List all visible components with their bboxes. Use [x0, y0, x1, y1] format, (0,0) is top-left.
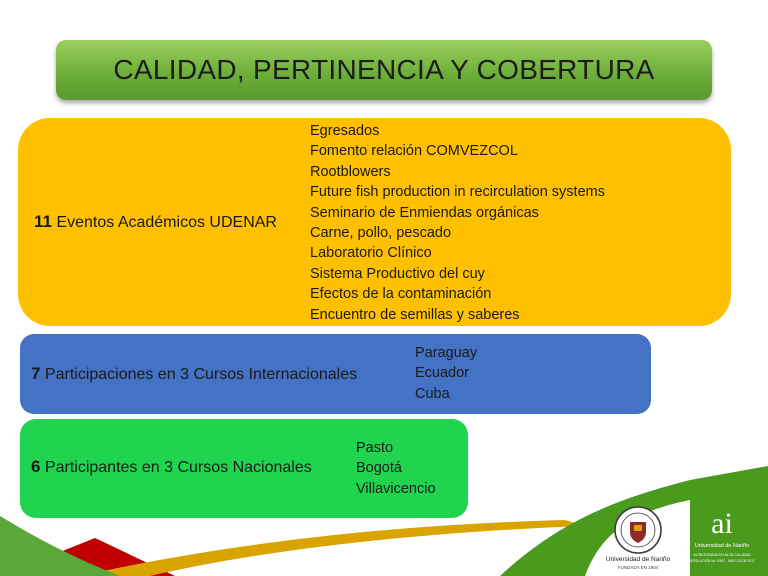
national-count: 6	[31, 457, 41, 476]
list-item: Pasto	[356, 440, 394, 456]
list-item: Paraguay	[415, 345, 478, 361]
events-count: 11	[34, 212, 52, 231]
list-item: Sistema Productivo del cuy	[310, 265, 485, 282]
international-label: Participaciones en 3 Cursos Internacionales	[44, 366, 358, 383]
list-item: Rootblowers	[310, 163, 391, 180]
list-item: Fomento relación COMVEZCOL	[310, 143, 518, 160]
international-count: 7	[31, 364, 41, 383]
list-item: Bogotá	[356, 460, 402, 477]
list-item: Cuba	[415, 385, 450, 402]
accreditation-line2: RESOLUCIÓN No 10567 - MAYO 23 DE 2017	[689, 559, 755, 563]
university-name: Universidad de Nariño	[605, 556, 671, 563]
list-item: Villavicencio	[356, 480, 436, 497]
list-item: Egresados	[310, 123, 380, 139]
list-item: Efectos de la contaminación	[310, 286, 492, 303]
accreditation-university: Universidad de Nariño	[694, 543, 750, 549]
list-item: Encuentro de semillas y saberes	[310, 306, 520, 323]
events-label: Eventos Académicos UDENAR	[56, 214, 277, 231]
university-founded: FUNDADA EN 1904	[617, 565, 659, 570]
list-item: Carne, pollo, pescado	[310, 225, 452, 242]
list-item: Ecuador	[415, 365, 470, 382]
list-item: Future fish production in recirculation systems	[310, 184, 605, 201]
accreditation-line1: ACREDITADA EN ALTA CALIDAD	[693, 553, 751, 557]
list-item: Laboratorio Clínico	[310, 245, 432, 262]
gold-swoosh-shape	[80, 520, 585, 576]
national-label: Participantes en 3 Cursos Nacionales	[44, 459, 312, 476]
slide-title: CALIDAD, PERTINENCIA Y COBERTURA	[113, 54, 655, 85]
university-seal-icon	[615, 507, 661, 553]
list-item: Seminario de Enmiendas orgánicas	[310, 204, 539, 221]
accreditation-logo-mark: ai	[711, 507, 733, 540]
